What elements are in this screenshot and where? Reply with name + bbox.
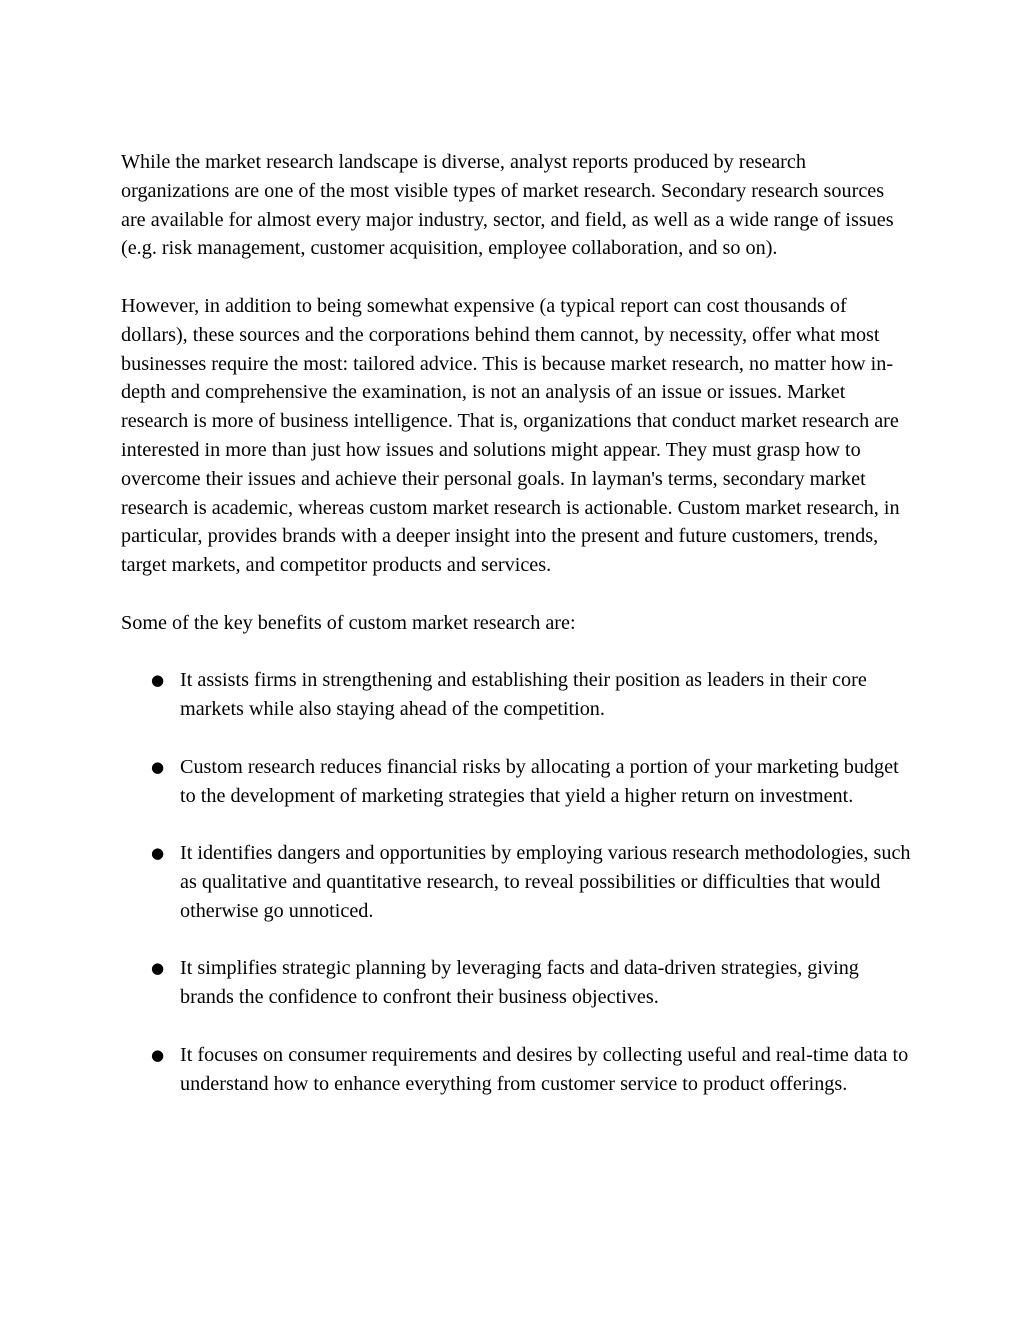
bullet-icon: ● (151, 1045, 165, 1064)
list-item-text: Custom research reduces financial risks by allocating a portion of your marketing budget to the development of marketing strategies that yield a higher return on investment. (180, 755, 899, 807)
list-item (121, 666, 913, 724)
list-item (121, 753, 913, 811)
list-item-text: It assists firms in strengthening and establishing their position as leaders in their core markets while also staying ahead of the competition. (180, 669, 867, 721)
list-item-text: It simplifies strategic planning by leveraging facts and data-driven strategies, giving brands the confidence to confront their business objectives. (180, 957, 859, 1009)
bullet-icon: ● (151, 757, 165, 776)
list-item (121, 839, 913, 925)
document-page (121, 148, 913, 1098)
list-item-text: It identifies dangers and opportunities by employing various research methodologies, such as qualitative and quantitative research, to reveal possibilities or difficulties that would otherwise go unnoticed. (180, 842, 911, 922)
list-item (121, 1041, 913, 1099)
list-item (121, 954, 913, 1012)
bullet-icon: ● (151, 959, 165, 978)
bullet-icon: ● (151, 844, 165, 863)
intro-paragraph: While the market research landscape is diverse, analyst reports produced by research organizations are one of the most visible types of market research. Secondary research sources are available for almost every major industry, sector, and field, as well as a wide range of issues (e.g. risk management, customer acquisition, employee collaboration, and so on). (121, 151, 894, 260)
bullet-icon: ● (151, 671, 165, 690)
benefits-intro-paragraph: Some of the key benefits of custom market research are: (121, 611, 576, 634)
benefits-list (121, 666, 913, 1098)
list-item-text: It focuses on consumer requirements and desires by collecting useful and real-time data to understand how to enhance everything from customer service to product offerings. (180, 1043, 909, 1095)
body-paragraph: However, in addition to being somewhat expensive (a typical report can cost thousands of dollars), these sources and the corporations behind them cannot, by necessity, offer what most businesses require the most: tailored advice. This is because market research, no matter how in-depth and comprehensive the examination, is not an analysis of an issue or issues. Market research is more of business intelligence. That is, organizations that conduct market research are interested in more than just how issues and solutions might appear. They must grasp how to overcome their issues and achieve their personal goals. In layman's terms, secondary market research is academic, whereas custom market research is actionable. Custom market research, in particular, provides brands with a deeper insight into the present and future customers, trends, target markets, and competitor products and services. (121, 294, 900, 577)
